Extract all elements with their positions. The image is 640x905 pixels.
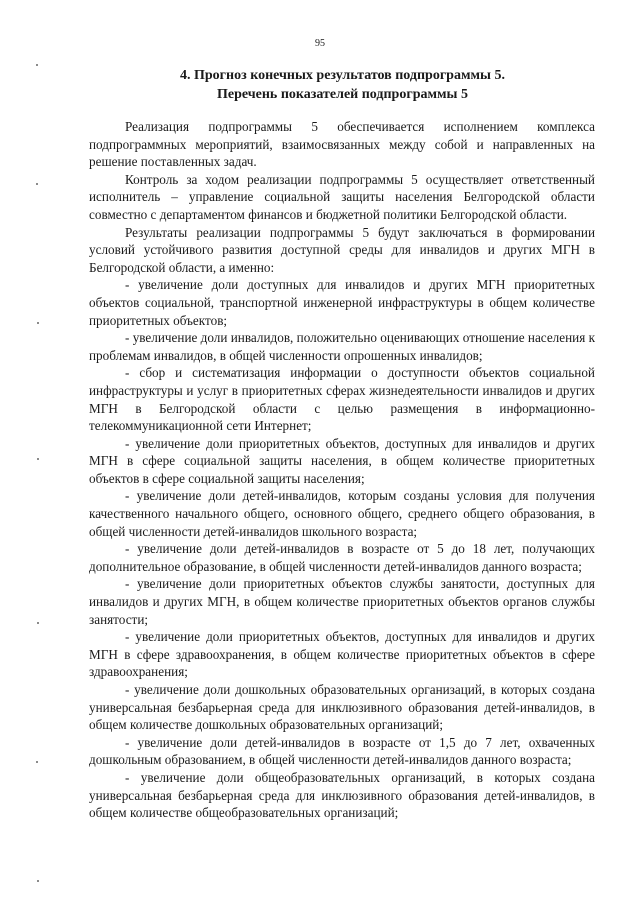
page-number: 95 — [315, 38, 325, 49]
paragraph-results: Результаты реализации подпрограммы 5 будут заключаться в формировании условий устойчивого развития доступной среды для инвалидов и других МГН в Белгородской области, а именно: — [89, 224, 595, 275]
list-item-additional-education: - увеличение доли детей-инвалидов в возрасте от 5 до 18 лет, получающих дополнительное образование, в общей численности детей-инвалидов данного возраста; — [89, 541, 595, 574]
body-text — [89, 118, 595, 822]
scan-mark — [36, 183, 38, 185]
paragraph-implementation: Реализация подпрограммы 5 обеспечивается исполнением комплекса подпрограммных мероприятий, взаимосвязанных между собой и направленных на решение поставленных задач. — [89, 119, 595, 170]
list-item-preschool-coverage: - увеличение доли детей-инвалидов в возрасте от 1,5 до 7 лет, охваченных дошкольным образованием, в общей численности детей-инвалидов данного возраста; — [89, 734, 595, 768]
scan-mark — [36, 64, 38, 66]
scan-mark — [37, 622, 39, 624]
list-item-accessible-objects: - увеличение доли доступных для инвалидов и других МГН приоритетных объектов социальной, транспортной инженерной инфраструктуры в общем количестве приоритетных объектов; — [89, 277, 595, 328]
section-heading — [90, 66, 595, 104]
list-item-positive-assessment: - увеличение доли инвалидов, положительно оценивающих отношение населения к проблемам инвалидов, в общей численности опрошенных инвалидов; — [89, 330, 595, 363]
list-item-healthcare-objects: - увеличение доли приоритетных объектов, доступных для инвалидов и других МГН в сфере здравоохранения, в общем количестве приоритетных объектов в сфере здравоохранения; — [89, 629, 595, 680]
list-item-employment-service: - увеличение доли приоритетных объектов службы занятости, доступных для инвалидов и других МГН, в общем количестве приоритетных объектов органов службы занятости; — [89, 576, 595, 627]
list-item-preschool-organizations: - увеличение доли дошкольных образовательных организаций, в которых создана универсальная безбарьерная среда для инклюзивного образования детей-инвалидов, в общем количестве дошкольных образовательных организаций; — [89, 682, 595, 733]
scan-mark — [37, 458, 39, 460]
paragraph-control: Контроль за ходом реализации подпрограммы 5 осуществляет ответственный исполнитель – управление социальной защиты населения Белгородской области совместно с департаментом финансов и бюджетной политики Белгородской области. — [89, 171, 595, 222]
list-item-general-education: - увеличение доли детей-инвалидов, которым созданы условия для получения качественного начального общего, основного общего, среднего общего образования, в общей численности детей-инвалидов школьного возраста; — [89, 488, 595, 539]
scan-mark — [36, 761, 38, 763]
list-item-social-protection-objects: - увеличение доли приоритетных объектов, доступных для инвалидов и других МГН в сфере социальной защиты населения, в общем количестве приоритетных объектов в сфере социальной защиты населения; — [89, 435, 595, 486]
list-item-information-collection: - сбор и систематизация информации о доступности объектов социальной инфраструктуры и услуг в приоритетных сферах жизнедеятельности инвалидов и других МГН в Белгородской области с целью размещения в информационно-телекоммуникационной сети Интернет; — [89, 365, 595, 434]
section-heading-line-1: 4. Прогноз конечных результатов подпрограммы 5. — [180, 68, 505, 83]
scan-mark — [37, 880, 39, 882]
scan-mark — [37, 322, 39, 324]
list-item-general-education-organizations: - увеличение доли общеобразовательных организаций, в которых создана универсальная безбарьерная среда для инклюзивного образования детей-инвалидов, в общем количестве общеобразовательных организаций; — [89, 769, 595, 821]
section-heading-line-2: Перечень показателей подпрограммы 5 — [217, 87, 468, 102]
